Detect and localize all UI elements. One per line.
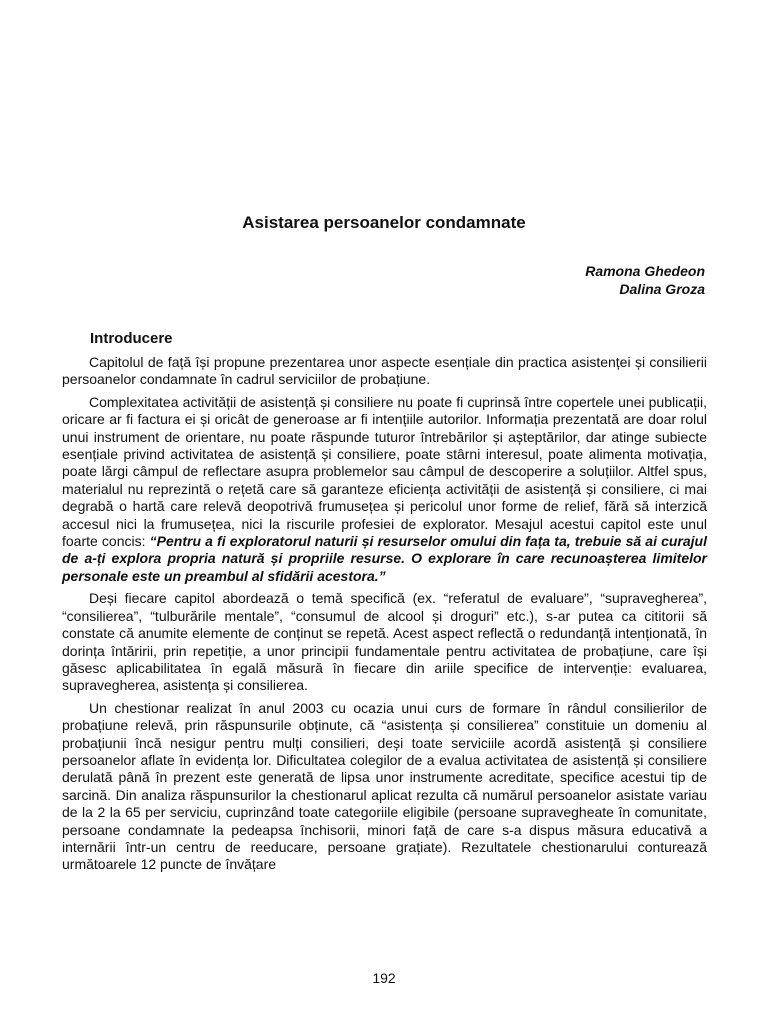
section-heading: Introducere <box>90 330 173 347</box>
paragraph-2 <box>62 394 707 585</box>
paragraph-1: Capitolul de față își propune prezentarea unor aspecte esențiale din practica asistenței și consilierii persoanelor condamnate în cadrul serviciilor de probațiune. <box>62 354 707 388</box>
page-number: 192 <box>372 970 396 986</box>
body-text <box>62 354 707 879</box>
paragraph-2-text: Complexitatea activității de asistență și consiliere nu poate fi cuprinsă între copertele unei publicații, oricare ar fi factura ei și oricât de generoase ar fi intențiile autorilor. Informația prezentată are doar rolul unui instrument de orientare, nu poate răspunde tuturor întrebărilor și așteptărilor, dar atinge subiecte esențiale privind activitatea de asistență și consiliere, poate stârni interesul, poate alimenta motivația, poate lărgi câmpul de reflectare asupra problemelor sau câmpul de descoperire a soluțiilor. Altfel spus, materialul nu reprezintă o rețetă care să garanteze eficiența activității de asistență și consiliere, ci mai degrabă o hartă care relevă deopotrivă frumusețea și pericolul unor forme de relief, fără să interzică accesul nici la frumusețea, nici la riscurile profesiei de explorator. Mesajul acestui capitol este unul foarte concis: <box>62 393 707 550</box>
paragraph-4: Un chestionar realizat în anul 2003 cu ocazia unui curs de formare în rândul consilierilor de probațiune relevă, prin răspunsurile obținute, că “asistența și consilierea” constituie un domeniu al probațiunii încă nesigur pentru mulți consilieri, deși toate serviciile acordă asistență și consiliere persoanelor aflate în evidența lor. Dificultatea colegilor de a evalua activitatea de asistență și consiliere derulată până în prezent este generată de lipsa unor instrumente acreditate, specifice acestui tip de sarcină. Din analiza răspunsurilor la chestionarul aplicat rezulta că numărul persoanelor asistate variau de la 2 la 65 per serviciu, cuprinzând toate categoriile eligibile (persoane supravegheate în comunitate, persoane condamnate la pedeapsa închisorii, minori față de care s-a dispus măsura educativă a internării într-un centru de reeducare, persoane grațiate). Rezultatele chestionarului conturează următoarele 12 puncte de învățare <box>62 699 707 873</box>
paragraph-3: Deși fiecare capitol abordează o temă specifică (ex. “referatul de evaluare”, “supravegherea”, “consilierea”, “tulburările mentale”, “consumul de alcool și droguri” etc.), s-ar putea ca cititorii să constate că anumite elemente de conținut se repetă. Acest aspect reflectă o redundanță intenționată, în dorința întăririi, prin repetiție, a unor principii fundamentale pentru activitatea de probațiune, care își găsesc aplicabilitatea în egală măsură în fiecare din ariile specifice de intervenție: evaluarea, supravegherea, asistența și consilierea. <box>62 590 707 694</box>
author-name: Dalina Groza <box>619 281 705 297</box>
author-name: Ramona Ghedeon <box>585 263 705 279</box>
paragraph-2-quote: “Pentru a fi exploratorul naturii și resurselor omului din fața ta, trebuie să ai curajul de a-ți explora propria natură și propriile resurse. O explorare în care recunoașterea limitelor personale este un preambul al sfidării acestora.” <box>62 533 707 584</box>
chapter-title: Asistarea persoanelor condamnate <box>242 213 526 232</box>
author-list <box>585 262 705 298</box>
